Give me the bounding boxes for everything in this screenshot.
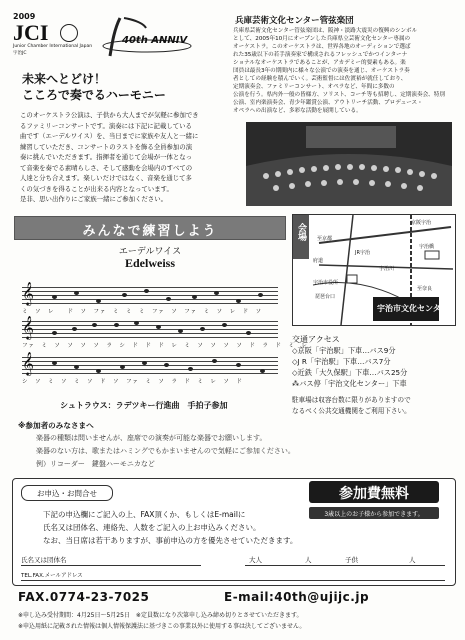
practice-banner [14,216,286,240]
orchestra-photo [246,122,452,206]
solfa-line-2: ファ ミ ソ ソ ソ ソ ラ シ ド ド ド レ ミ ソ ソ ソ ソ ド ラ ド ミ レ [22,343,308,349]
jci-logo: JCI [13,20,49,45]
intro-line: 練習していただき、コンサートのラストを飾る全員参加の演 [20,142,193,151]
solfa-line-1: ミ ソ レ ド ソ ファ ミ ミ ミ ファ ソ ファ ミ ソ レ ド ソ [22,309,263,315]
orchestra-desc-line: 者としての経験を積んでいく。芸術監督には佐渡裕が就任しており、 [233,76,407,82]
form-adult-label: 大人 [249,556,262,564]
venue-stamp-text: 宇治市文化センター [377,304,449,313]
fee-note-box [309,507,439,519]
intro-line: 是非、思い出作りにご家族一緒にご参加ください。 [20,195,167,203]
access-line: ◇近鉄「大久保駅」下車…バス25分 [292,368,408,377]
map-place: JR宇治 [355,250,370,256]
map-place: 至京都 [317,236,333,242]
application-box [12,478,456,586]
access-line: ◇J R「宇治駅」下車…バス7分 [292,357,391,366]
participants-title: ※参加者のみなさまへ [18,421,94,430]
intro-line: 人達と分ち合えます。楽しいだけではなく、音楽を通じて多 [20,174,192,182]
staff-1 [22,281,278,305]
venue-stamp [373,297,449,321]
headline-2: こころで奏でるハーモニー [22,88,166,102]
form-name-label: 氏名又は団体名 [21,556,67,564]
intro-line: 奏に挑んでいただきます。指揮者を通じて会場が一体となっ [20,153,193,161]
orchestra-title: 兵庫芸術文化センター管弦楽団 [235,16,354,26]
form-child-label: 子供 [345,556,358,564]
orchestra-desc-line: オーケストラ。このオーケストラは、世界各地のオーディションで選ば [233,44,411,50]
map-place: 至奈良 [417,286,433,292]
orchestra-desc-line: ショナルなオーケストラであることが、アカデミー的要素もある。楽 [233,60,406,66]
map-place: 府道 [313,258,324,264]
intro-body [20,110,230,205]
map-place: 琵琶台口 [315,294,336,300]
map-label: 会場 [296,223,306,241]
application-line: なお、当日席は若干ありますが、事前申込の方を優先させていただきます。 [43,536,298,545]
intro-line: て音楽を奏でる素晴らしさ、そして感動を会場内のすべての [20,163,193,172]
application-title-box [21,485,113,501]
fax-number: FAX.0774-23-7025 [18,590,150,604]
map-place: 宇治市役所 [313,280,339,286]
fee-badge [309,481,439,503]
treble-clef-icon: 𝄞 [22,351,34,375]
orchestra-desc-line: れた35歳以下の若手演奏家で構成されるフレッシュでかつインターナ [233,52,408,58]
solfa-line-3: シ ソ ミ ソ ミ ソ ド ソ ファ ミ ソ ラ ド ミ レ ソ ド [22,379,243,385]
org-sub: 宇治JC [13,51,27,56]
intro-line: このオーケストラ公演は、子供から大人までが気軽に参加でき [20,111,199,119]
form-count-line[interactable] [245,565,445,566]
form-tel-line[interactable] [21,580,445,581]
map-place: 京阪宇治 [411,220,432,226]
intro-line: くの気づきを得ることが出来る内容となっています。 [20,184,173,193]
participants-line: 楽器のない方は、歌またはハミングでもかまいませんので気軽にご参加ください。 [36,447,295,455]
parking-note-2: なるべく公共交通機関をご利用下さい。 [292,407,411,415]
anniversary-text: 40th ANNIV [122,35,188,46]
staff-3 [22,351,278,375]
participants-line: 楽器の種類は問いませんが、座席での演奏が可能な楽器でお願いします。 [36,434,267,442]
venue-map [292,214,456,326]
orchestra-desc-line: 定期演奏会、ファミリーコンサート、オペラなど、年間に多数の [233,84,395,90]
form-unit-label: 人 [305,556,312,564]
orchestra-desc-line: 兵庫県芸術文化センター管弦楽団は、阪神・淡路大震災の復興のシンボル [233,28,418,34]
application-line: 氏名又は団体名、連絡先、人数をご記入の上お申込みください。 [43,523,261,532]
access-list [292,345,457,389]
form-unit-label: 人 [409,556,416,564]
participants-line: 例）リコーダー 鍵盤ハーモニカなど [36,460,155,468]
application-line: 下記の申込欄にご記入の上、FAX頂くか、もしくはE-mailに [43,510,246,519]
song-title-en: Edelweiss [124,256,175,270]
fee-title: 参加費無料 [339,486,409,502]
map-place: 宇治川 [379,266,395,272]
practice-banner-text: みんなで練習しよう [82,224,218,239]
form-tel-label: TEL.FAX.メールアドレス [21,573,83,579]
application-title: お申込・お問合せ [37,489,97,498]
orchestra-desc-line: 公演を行う。県内外一般の皆様方、ソリスト、コーチ等も招聘し、定期演奏会、特別 [233,92,445,98]
intro-line: 曲です（エーデルワイス）を、当日までに家族や友人と一緒に [20,132,199,140]
song-title-jp: エーデルワイス [118,247,182,257]
treble-clef-icon: 𝄞 [22,281,34,305]
form-name-line[interactable] [21,565,201,566]
orchestra-description [233,27,453,115]
intro-line: るファミリーコンサートです。演奏には下記に記載している [20,121,192,130]
parking-note-1: 駐車場は収容台数に限りがありますので [292,396,411,404]
footer-note-2: ※申込用紙に記載された情報は個人情報保護法に基づきこの事業以外に使用する事は決してございません。 [18,623,306,630]
orchestra-desc-line: として、2005年10月にオープンした兵庫県立芸術文化センター専属の [233,36,411,42]
march-note: シュトラウス：ラデツキー行進曲 手拍子参加 [60,401,228,410]
access-title: 交通アクセス [292,335,340,344]
orchestra-desc-line: 公演、室内楽演奏会、青少年鑑賞公演、アウトリーチ活動、プロデュース・ [233,100,423,106]
orchestra-desc-line: 団員は最長3年の期間内に様々な公演での演奏を通じ、オーケストラ奏 [233,68,410,74]
map-place: 宇治橋 [419,244,435,250]
fee-note: 3歳以上のお子様から参加できます。 [324,511,424,518]
staff-2 [22,315,278,339]
email-address: E-mail:40th@ujijc.jp [224,590,370,604]
org-name-en: Junior Chamber International Japan [13,44,93,49]
footer-note-1: ※申し込み受付期間：4月25日〜5月25日 ※定員数になり次第申し込み締め切りとさせていただきます。 [18,612,303,619]
access-line: ◇京阪「宇治駅」下車…バス9分 [292,346,396,355]
headline-1: 未来へとどけ！ [22,72,107,86]
jci-emblem-icon [60,24,78,42]
treble-clef-icon: 𝄞 [22,315,34,339]
access-line: ⁂バス停「宇治文化センター」下車 [292,379,407,388]
year-label: 2009 [13,12,36,21]
orchestra-desc-line: オペラへの出演など、多彩な活動を展開している。 [233,108,362,114]
anniversary-logo [100,10,195,60]
